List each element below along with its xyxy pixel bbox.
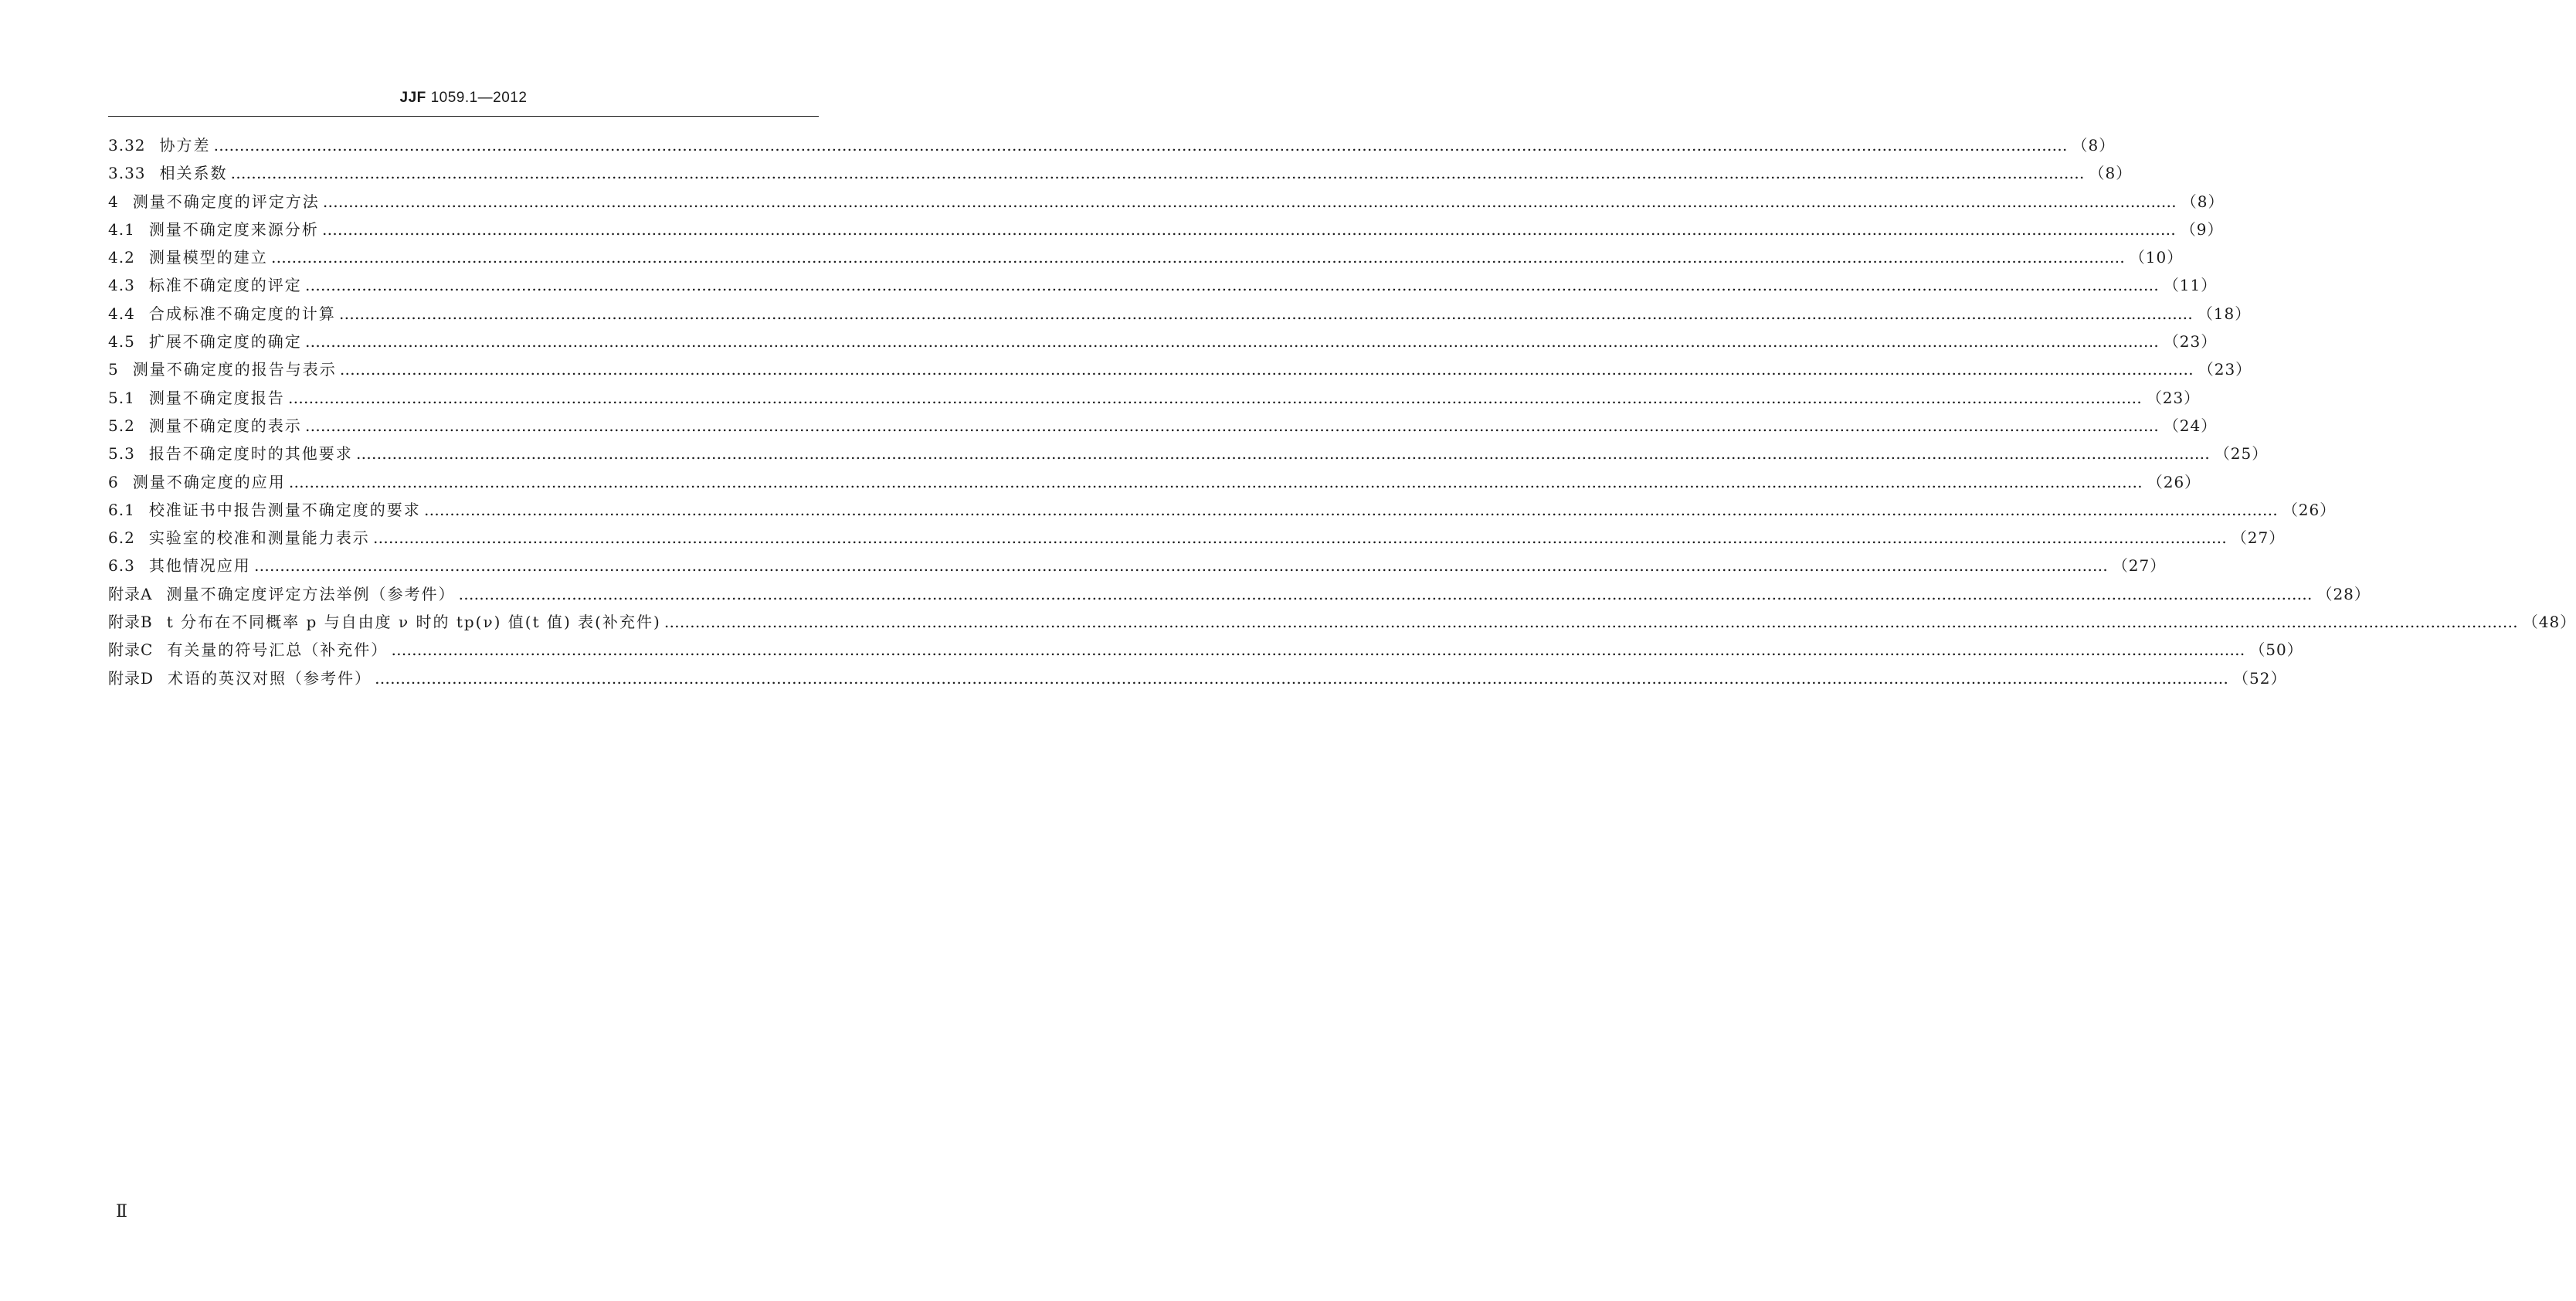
- doc-prefix: JJF: [399, 90, 426, 106]
- toc-entry: [108, 608, 2576, 636]
- toc-entry-title: 相关系数: [159, 164, 228, 183]
- toc-entry-title: t 分布在不同概率 p 与自由度 ν 时的 tp(ν) 值(t 值) 表(补充件): [166, 613, 661, 632]
- toc-entry-page: （27）: [2112, 556, 2167, 576]
- toc-entry: [108, 131, 2116, 159]
- toc-entry-number: 3.33: [108, 164, 146, 183]
- toc-entry-page: （48）: [2522, 613, 2576, 632]
- toc-entry-title: 实验室的校准和测量能力表示: [148, 528, 370, 548]
- toc-entry-number: 附录B: [108, 613, 153, 632]
- toc-dot-leader: ………………………………………………………………………………………………………………………………………………………………………………………………………………………………………………………………………………………………………………………………: [270, 248, 2125, 267]
- toc-entry-number: 4.5: [108, 332, 135, 352]
- toc-entry-number: 4.4: [108, 304, 135, 323]
- toc-entry-page: （8）: [2089, 164, 2133, 183]
- toc-entry: [108, 468, 2201, 496]
- toc-entry-number: 4.1: [108, 219, 135, 239]
- toc-entry-number: 5: [108, 360, 119, 379]
- toc-entry-page: （23）: [2198, 360, 2252, 379]
- toc-dot-leader: ………………………………………………………………………………………………………………………………………………………………………………………………………………………………………………………………………………………………………………………………: [213, 136, 2068, 155]
- toc-dot-leader: ………………………………………………………………………………………………………………………………………………………………………………………………………………………………………………………………………………………………………………………………: [338, 304, 2193, 323]
- toc-dot-leader: ………………………………………………………………………………………………………………………………………………………………………………………………………………………………………………………………………………………………………………………………: [230, 164, 2085, 183]
- toc-entry-page: （52）: [2233, 668, 2287, 688]
- toc-dot-leader: ………………………………………………………………………………………………………………………………………………………………………………………………………………………………………………………………………………………………………………………………: [304, 416, 2159, 435]
- toc-entry-page: （26）: [2147, 472, 2201, 491]
- toc-entry-number: 4.3: [108, 276, 135, 295]
- toc-entry-title: 测量不确定度来源分析: [148, 219, 319, 239]
- toc-entry-number: 6: [108, 472, 119, 491]
- toc-entry-title: 测量不确定度报告: [148, 388, 285, 407]
- toc-entry: [108, 159, 2133, 187]
- toc-entry-number: 4: [108, 192, 119, 211]
- toc-entry: [108, 300, 2252, 328]
- toc-entry-page: （11）: [2163, 276, 2218, 295]
- doc-number: 1059.1—2012: [430, 90, 528, 106]
- toc-dot-leader: ………………………………………………………………………………………………………………………………………………………………………………………………………………………………………………………………………………………………………………………………: [391, 640, 2245, 660]
- toc-entry-number: 6.2: [108, 528, 135, 548]
- toc-dot-leader: ………………………………………………………………………………………………………………………………………………………………………………………………………………………………………………………………………………………………………………………………: [304, 332, 2159, 352]
- toc-entry: [108, 384, 2201, 412]
- toc-entry-page: （23）: [2163, 332, 2218, 352]
- toc-entry: [108, 440, 2269, 467]
- toc-entry-number: 5.1: [108, 388, 135, 407]
- toc-entry-title: 扩展不确定度的确定: [148, 332, 302, 352]
- toc-entry-title: 合成标准不确定度的计算: [148, 304, 336, 323]
- toc-entry-title: 报告不确定度时的其他要求: [148, 444, 353, 464]
- toc-entry: [108, 664, 2287, 692]
- toc-dot-leader: ………………………………………………………………………………………………………………………………………………………………………………………………………………………………………………………………………………………………………………………………: [375, 668, 2229, 688]
- toc-entry-number: 4.2: [108, 248, 135, 267]
- toc-entry-number: 6.3: [108, 556, 135, 576]
- toc-entry-title: 有关量的符号汇总（补充件）: [167, 640, 389, 660]
- toc-entry-number: 附录D: [108, 668, 154, 688]
- toc-dot-leader: ………………………………………………………………………………………………………………………………………………………………………………………………………………………………………………………………………………………………………………………………: [339, 360, 2194, 379]
- toc-entry: [108, 328, 2218, 355]
- toc-entry-page: （24）: [2163, 416, 2218, 435]
- toc-entry-number: 6.1: [108, 500, 135, 519]
- toc-entry: [108, 580, 2371, 608]
- toc-entry-page: （8）: [2072, 136, 2116, 155]
- toc-entry-page: （25）: [2214, 444, 2269, 464]
- toc-entry: [108, 216, 2224, 243]
- toc-entry-title: 测量模型的建立: [148, 248, 268, 267]
- toc-entry: [108, 412, 2218, 440]
- toc-dot-leader: ………………………………………………………………………………………………………………………………………………………………………………………………………………………………………………………………………………………………………………………………: [664, 613, 2518, 632]
- toc-entry-title: 协方差: [159, 136, 211, 155]
- toc-entry: [108, 552, 2167, 579]
- header-rule: [108, 116, 819, 117]
- toc-dot-leader: ………………………………………………………………………………………………………………………………………………………………………………………………………………………………………………………………………………………………………………………………: [321, 219, 2176, 239]
- toc-dot-leader: ………………………………………………………………………………………………………………………………………………………………………………………………………………………………………………………………………………………………………………………………: [304, 276, 2159, 295]
- running-header: [108, 90, 819, 107]
- toc-entry: [108, 524, 2286, 552]
- toc-entry: [108, 496, 2337, 524]
- toc-entry-page: （10）: [2129, 248, 2184, 267]
- page-number: Ⅱ: [116, 1201, 127, 1221]
- toc-entry-title: 校准证书中报告测量不确定度的要求: [148, 500, 421, 519]
- toc-entry-number: 5.2: [108, 416, 135, 435]
- toc-entry-page: （8）: [2181, 192, 2225, 211]
- toc-entry-title: 测量不确定度的评定方法: [132, 192, 320, 211]
- toc-entry: [108, 271, 2218, 299]
- toc-entry-title: 标准不确定度的评定: [148, 276, 302, 295]
- toc-dot-leader: ………………………………………………………………………………………………………………………………………………………………………………………………………………………………………………………………………………………………………………………………: [288, 472, 2143, 491]
- toc-entry-number: 3.32: [108, 136, 146, 155]
- toc-entry-title: 测量不确定度的表示: [148, 416, 302, 435]
- toc-dot-leader: ………………………………………………………………………………………………………………………………………………………………………………………………………………………………………………………………………………………………………………………………: [458, 584, 2313, 603]
- toc-entry-title: 术语的英汉对照（参考件）: [168, 668, 372, 688]
- toc-entry-number: 附录C: [108, 640, 154, 660]
- toc-entry-number: 附录A: [108, 584, 153, 603]
- toc-entry: [108, 188, 2225, 216]
- toc-entry-page: （23）: [2146, 388, 2201, 407]
- toc-dot-leader: ………………………………………………………………………………………………………………………………………………………………………………………………………………………………………………………………………………………………………………………………: [355, 444, 2210, 464]
- toc-entry: [108, 636, 2303, 664]
- toc-entry-title: 其他情况应用: [148, 556, 251, 576]
- toc-entry-title: 测量不确定度评定方法举例（参考件）: [166, 584, 456, 603]
- toc-entry-number: 5.3: [108, 444, 135, 464]
- toc-entry-page: （27）: [2231, 528, 2286, 548]
- toc-dot-leader: ………………………………………………………………………………………………………………………………………………………………………………………………………………………………………………………………………………………………………………………………: [372, 528, 2227, 548]
- toc-entry: [108, 355, 2252, 383]
- toc-dot-leader: ………………………………………………………………………………………………………………………………………………………………………………………………………………………………………………………………………………………………………………………………: [423, 500, 2278, 519]
- toc-dot-leader: ………………………………………………………………………………………………………………………………………………………………………………………………………………………………………………………………………………………………………………………………: [287, 388, 2142, 407]
- toc-entry-title: 测量不确定度的报告与表示: [132, 360, 337, 379]
- toc-entry-page: （9）: [2180, 219, 2224, 239]
- toc-entry: [108, 243, 2184, 271]
- toc-entry-page: （50）: [2249, 640, 2303, 660]
- toc-dot-leader: ………………………………………………………………………………………………………………………………………………………………………………………………………………………………………………………………………………………………………………………………: [322, 192, 2177, 211]
- toc-dot-leader: ………………………………………………………………………………………………………………………………………………………………………………………………………………………………………………………………………………………………………………………………: [253, 556, 2108, 576]
- toc-entry-page: （18）: [2197, 304, 2252, 323]
- toc-entry-title: 测量不确定度的应用: [132, 472, 286, 491]
- table-of-contents: [108, 131, 2576, 692]
- toc-entry-page: （28）: [2316, 584, 2371, 603]
- toc-entry-page: （26）: [2282, 500, 2337, 519]
